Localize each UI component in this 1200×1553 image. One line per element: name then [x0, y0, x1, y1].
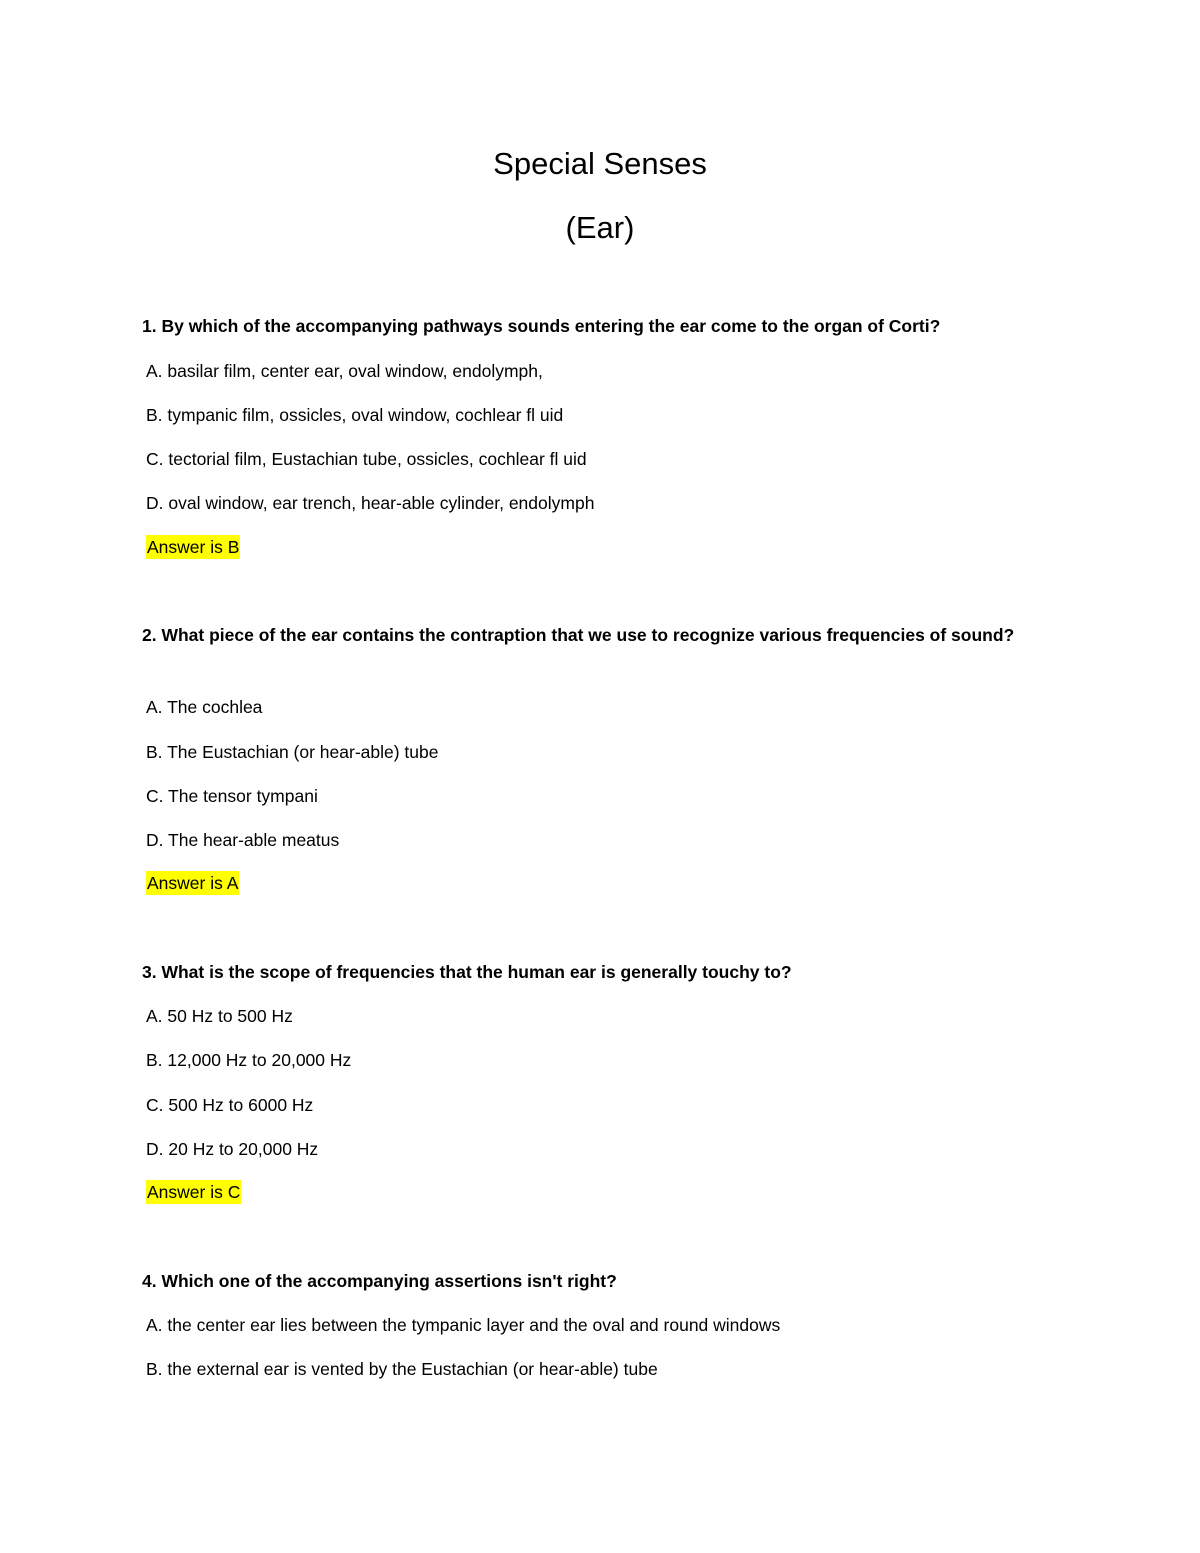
question-1-option-c: C. tectorial film, Eustachian tube, ossicles, cochlear fl uid: [146, 449, 587, 469]
question-4-option-b: B. the external ear is vented by the Eustachian (or hear-able) tube: [146, 1359, 658, 1379]
document-title: Special Senses: [493, 146, 707, 181]
question-3-text: 3. What is the scope of frequencies that the human ear is generally touchy to?: [142, 962, 792, 982]
question-2-option-c: C. The tensor tympani: [146, 786, 318, 806]
question-3-option-c: C. 500 Hz to 6000 Hz: [146, 1095, 314, 1115]
question-4-option-a: A. the center ear lies between the tympanic layer and the oval and round windows: [146, 1315, 781, 1335]
question-3-option-a: A. 50 Hz to 500 Hz: [146, 1006, 293, 1026]
question-2-answer: Answer is A: [147, 873, 239, 893]
question-1-answer: Answer is B: [147, 537, 240, 557]
question-2-option-b: B. The Eustachian (or hear-able) tube: [146, 742, 439, 762]
question-2-option-a: A. The cochlea: [146, 697, 263, 717]
question-3-answer: Answer is C: [147, 1182, 241, 1202]
question-1-option-b: B. tympanic film, ossicles, oval window, cochlear fl uid: [146, 405, 564, 425]
question-4-text: 4. Which one of the accompanying assertions isn't right?: [142, 1271, 617, 1291]
question-2-option-d: D. The hear-able meatus: [146, 830, 340, 850]
question-1-option-a: A. basilar film, center ear, oval window, endolymph,: [146, 361, 543, 381]
question-2-text: 2. What piece of the ear contains the contraption that we use to recognize various frequencies of sound?: [142, 625, 1015, 645]
document-subtitle: (Ear): [565, 210, 635, 245]
question-3-option-d: D. 20 Hz to 20,000 Hz: [146, 1139, 319, 1159]
question-3-option-b: B. 12,000 Hz to 20,000 Hz: [146, 1050, 352, 1070]
question-1-option-d: D. oval window, ear trench, hear-able cylinder, endolymph: [146, 493, 595, 513]
question-1-text: 1. By which of the accompanying pathways sounds entering the ear come to the organ of Corti?: [142, 316, 941, 336]
